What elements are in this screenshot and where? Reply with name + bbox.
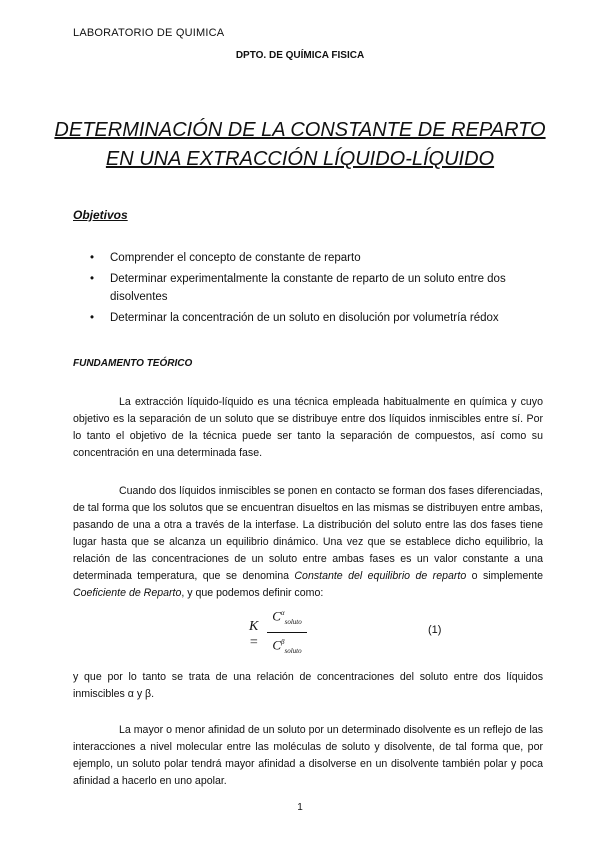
paragraph-extraction: La extracción líquido-líquido es una técnica empleada habitualmente en química y cuyo objetivo es la separación de un soluto que se distribuye entre dos líquidos inmiscibles entre sí. Por lo tanto el objetivo de la técnica puede ser tanto la separación de compuestos, así como su concentración en una determinada fase. (73, 396, 543, 459)
fundamento-heading: FUNDAMENTO TEÓRICO (73, 358, 193, 369)
equation-number: (1) (428, 624, 442, 636)
bullet-icon: • (90, 273, 95, 285)
paragraph-relation: y que por lo tanto se trata de una relación de concentraciones del soluto entre dos líquidos inmiscibles α y β. (73, 671, 543, 700)
paragraph-partition (73, 483, 543, 602)
header-department: DPTO. DE QUÍMICA FISICA (235, 50, 365, 61)
title-line-2: EN UNA EXTRACCIÓN LÍQUIDO-LÍQUIDO (105, 148, 495, 170)
numerator (267, 606, 307, 630)
title-line-1: DETERMINACIÓN DE LA CONSTANTE DE REPARTO (54, 119, 546, 141)
bullet-icon: • (90, 252, 95, 264)
list-item (90, 309, 540, 327)
fraction-bar (267, 632, 307, 633)
document-title (40, 116, 560, 174)
equals-sign: = (249, 635, 259, 650)
term-constante-reparto: Constante del equilibrio de reparto (294, 570, 467, 582)
list-item (90, 270, 540, 306)
superscript-beta: β (281, 637, 285, 646)
paragraph-text: , y que podemos definir como: (181, 587, 324, 599)
equation-fraction (267, 606, 307, 659)
header-lab-name: LABORATORIO DE QUIMICA (73, 27, 225, 39)
paragraph-text: Cuando dos líquidos inmiscibles se ponen en contacto se forman dos fases diferenciadas, de tal forma que los solutos que se encuentran disueltos en las mismas se distribuyen entre ambas, pasando de una a otra a través de la interfase. La distribución del soluto entre las dos fases tiene lugar hasta que se alcanza un equilibrio dinámico. Una vez que se establece dicho equilibrio, la relación de las concentraciones de un soluto entre ambas fases es un valor constante a una determinada temperatura, que se denomina (73, 485, 543, 582)
superscript-alpha: α (280, 609, 285, 617)
objectives-heading: Objetivos (73, 208, 128, 222)
objective-text: Determinar la concentración de un soluto en disolución por volumetría rédox (110, 312, 499, 324)
objectives-list (90, 249, 540, 330)
paragraph-text: o simplemente (466, 570, 544, 582)
subscript-soluto: soluto (284, 617, 302, 626)
symbol-c: C (272, 637, 282, 653)
denominator (267, 635, 307, 659)
equation-lhs (249, 619, 258, 651)
objective-text: Comprender el concepto de constante de reparto (110, 252, 361, 264)
term-coeficiente-reparto: Coeficiente de Reparto (73, 587, 182, 599)
subscript-soluto: soluto (284, 646, 302, 655)
symbol-c: C (272, 608, 281, 624)
page-number: 1 (297, 802, 303, 813)
bullet-icon: • (90, 312, 95, 324)
objective-text: Determinar experimentalmente la constante de reparto de un soluto entre dos disolventes (110, 273, 506, 303)
list-item (90, 249, 540, 267)
paragraph-affinity: La mayor o menor afinidad de un soluto por un determinado disolvente es un reflejo de las interacciones a nivel molecular entre las moléculas de soluto y disolvente, de tal forma que, por ejemplo, un soluto polar tendrá mayor afinidad a disolverse en un disolvente también polar y poca afinidad a hacerlo en uno apolar. (73, 724, 544, 787)
symbol-k: K (249, 619, 259, 634)
